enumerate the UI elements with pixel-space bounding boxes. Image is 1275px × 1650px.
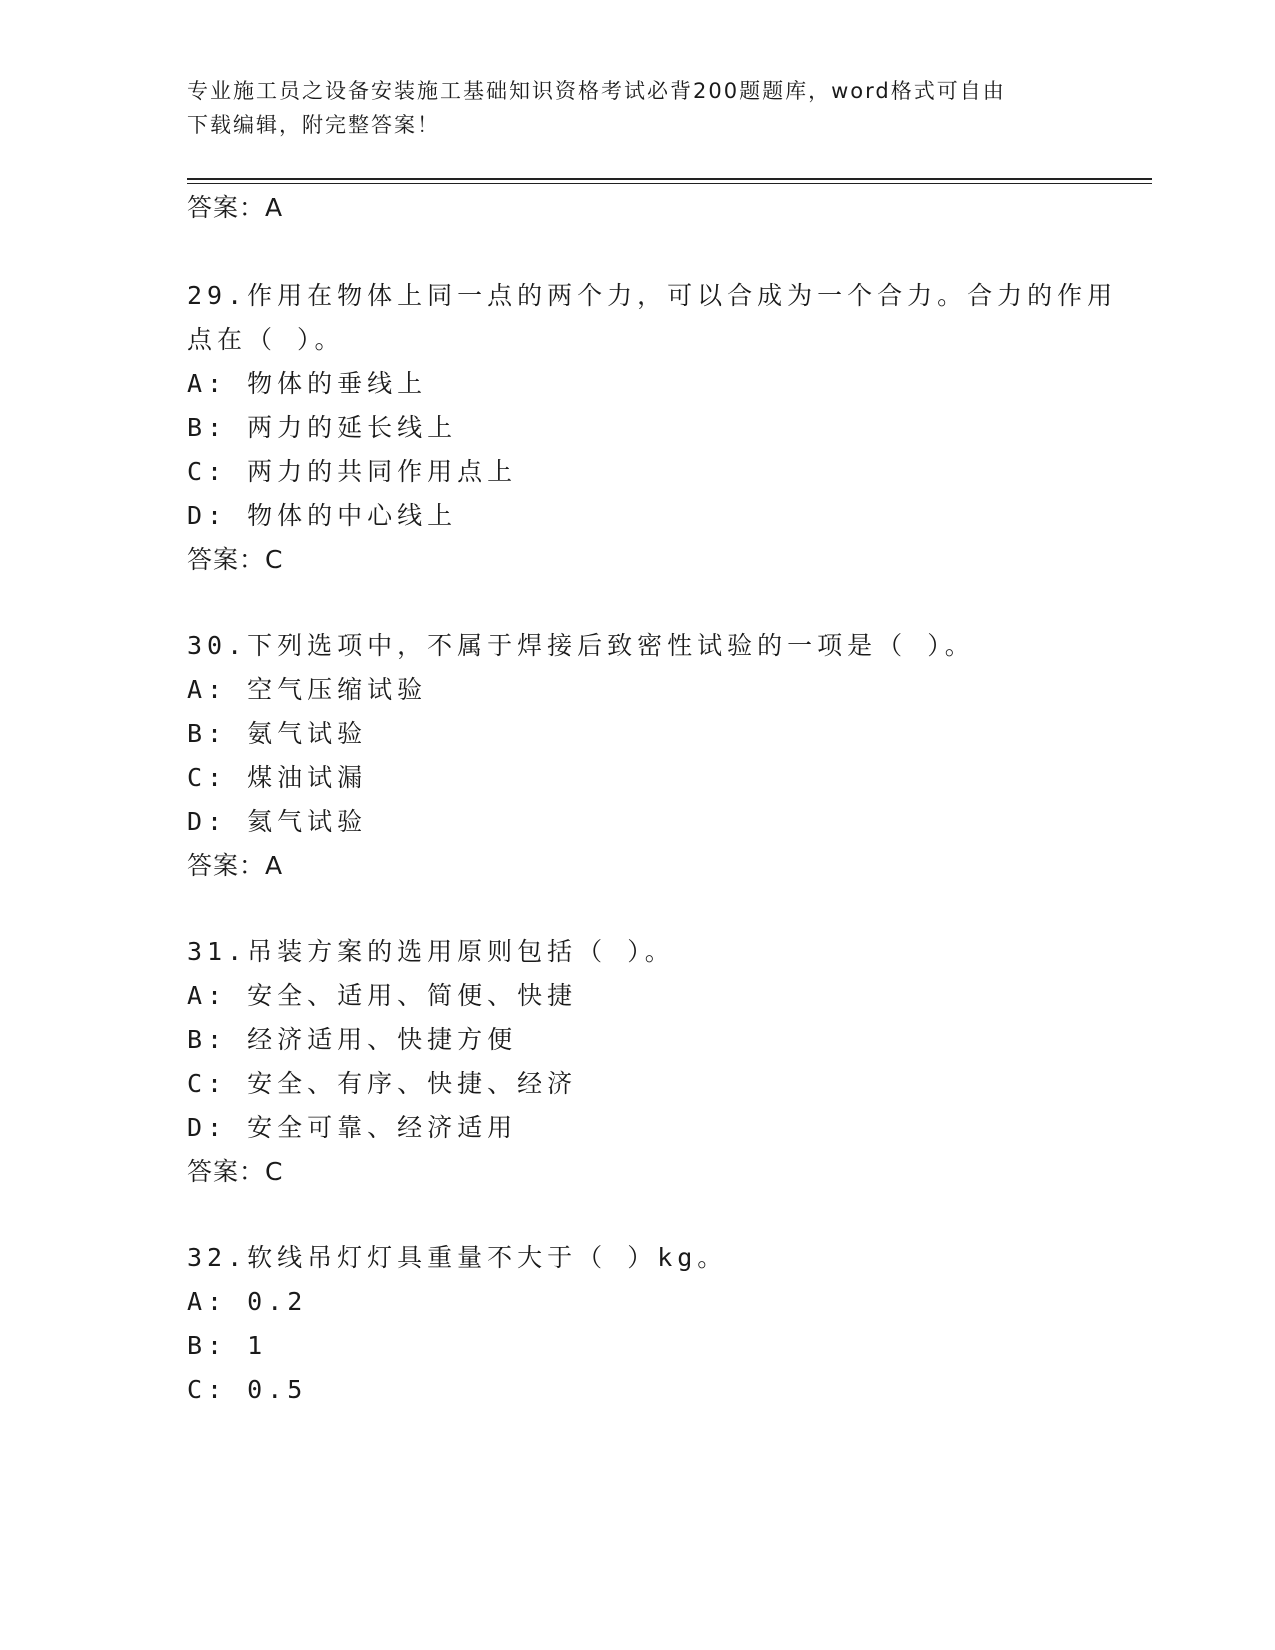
question-31-option-c: C: 安全、有序、快捷、经济	[187, 1069, 578, 1098]
question-32-option-b: B: 1	[187, 1331, 268, 1360]
question-29-option-c: C: 两力的共同作用点上	[187, 457, 518, 486]
header-rule-thin	[187, 183, 1152, 184]
question-31-answer: 答案：C	[187, 1157, 284, 1186]
question-31-option-b: B: 经济适用、快捷方便	[187, 1025, 518, 1054]
question-29-option-a: A: 物体的垂线上	[187, 369, 428, 398]
question-30-option-d: D: 氦气试验	[187, 807, 368, 836]
question-29-option-d: D: 物体的中心线上	[187, 501, 458, 530]
question-31-option-a: A: 安全、适用、简便、快捷	[187, 981, 578, 1010]
question-32-option-c: C: 0.5	[187, 1375, 308, 1404]
question-31-stem: 31.吊装方案的选用原则包括（ ）。	[187, 937, 675, 966]
question-32-stem: 32.软线吊灯灯具重量不大于（ ）kg。	[187, 1243, 728, 1272]
header-line-1: 专业施工员之设备安装施工基础知识资格考试必背200题题库，word格式可自由	[187, 79, 1006, 103]
question-29-stem-line-2: 点在（ ）。	[187, 325, 345, 354]
header-line-2: 下载编辑，附完整答案！	[187, 113, 440, 137]
question-30-answer: 答案：A	[187, 851, 284, 880]
question-29-option-b: B: 两力的延长线上	[187, 413, 458, 442]
answer-previous: 答案：A	[187, 193, 284, 222]
question-30-option-b: B: 氨气试验	[187, 719, 368, 748]
document-header	[187, 74, 1067, 142]
question-30-option-a: A: 空气压缩试验	[187, 675, 428, 704]
question-30-stem: 30.下列选项中，不属于焊接后致密性试验的一项是（ ）。	[187, 631, 975, 660]
question-32-option-a: A: 0.2	[187, 1287, 308, 1316]
question-29-answer: 答案：C	[187, 545, 284, 574]
header-rule-thick	[187, 178, 1152, 180]
question-29-stem-line-1: 29.作用在物体上同一点的两个力，可以合成为一个合力。合力的作用	[187, 281, 1118, 310]
question-30-option-c: C: 煤油试漏	[187, 763, 368, 792]
question-31-option-d: D: 安全可靠、经济适用	[187, 1113, 518, 1142]
